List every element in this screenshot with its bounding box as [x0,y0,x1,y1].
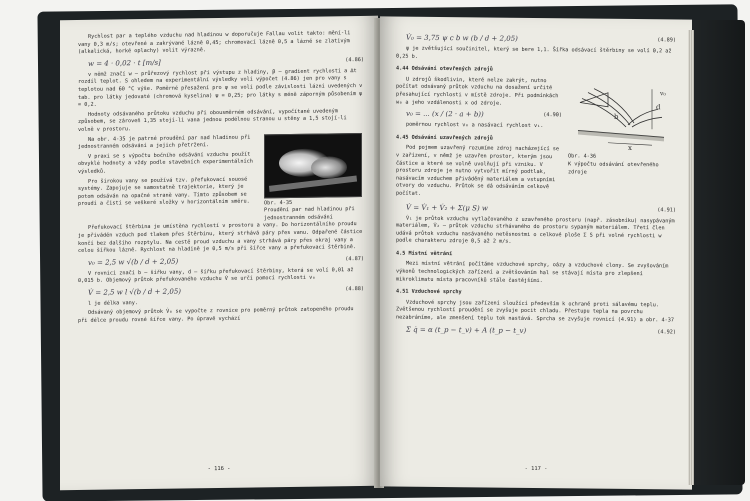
right-equation-1: V̇₀ = 3,75 ψ c b w (b / d + 2,05) (4.89) [406,33,676,44]
right-figure-text [396,76,562,201]
label-x: x [628,143,632,152]
equation-number: (4.91) [657,206,676,213]
right-para-6: Mezi místní větrání počítáme vzduchové sprchy, oázy a vzduchové clony. Se zvyšováním výkonů technologických zařízení a zvětšováním hal se stávají místa pro zlepšení mikroklimatu místa pracovníků stále častějšími. [396,261,669,284]
section-heading: 4.45 Odsávání uzavřených zdrojů [396,134,493,142]
label-b: b [614,112,619,121]
right-page-number: - 117 - [524,465,548,473]
left-para-10: Odsávaný objemový průtok V̇₀ se vypočte z rovnice pro poměrný průtok zatopeného proudu při délce proudu rovné šířce vany. Po úpravě vychází [78,306,354,325]
right-page [380,16,692,489]
section-heading: 4.51 Vzduchové sprchy [396,288,462,296]
right-para-2: U zdrojů škodlivin, které nelze zakrýt, nutno počítat odsávaný průtok vzduchu na dosažení určité přesahující rychlosti v místě zdroje. Při podmínkách w₀ a jeho vzdálenosti x od zdroje. [396,76,559,107]
left-figure-row [78,133,364,226]
left-equation-2: v₀ = 2,5 w √(b / d + 2,05) (4.87) [88,255,364,267]
tank-edge [269,175,357,191]
right-para-1: ψ je zvětšující součinitel, který se bere 1,1. Šířka odsávací štěrbiny se volí 0,2 až 0,25 b. [396,45,672,60]
left-equation-3: V̇ = 2,5 w l √(b / d + 2,05) (4.88) [88,285,364,297]
right-equation-3: V̇ = V̇₁ + V̇₂ + Σ(μ S) w (4.91) [406,203,676,213]
left-para-7: Přefukovací štěrbina je umístěna rychlostí v prostoru a vany. Do horizontálního proudu je přiváděn vzduch pod tlakem přes štěrbinu, který strhává páry přes vanu. Odpařené částice končí bez dalšího rozptylu. Na cestě proud vzduchu a vany strhává páry přes okraj vany a celou šířkou lázně. Rychlost na hladině je 0,5 m/s při šířce vany a přefukovací štěrbině. [78,221,363,255]
right-para-7: Vzduchové sprchy jsou zařízení sloužící především k ochraně proti sálavému teplu. Zvětšenou rychlostí proudění se zvyšuje pocit chladu. Přestupu tepla na povrchu nezabráníme, ale zmenšení teplu tok nastává. Sprcha se zvyšuje rovnicí (4.91) a obr. 4-37 [396,299,674,324]
left-para-2: v němž značí w – průřezový rychlost při výstupu z hladiny, β – gradient rychlosti a ∆t rozdíl teplot. S ohledem na experimentální výsledky volí výpočet (4.86) jen pro vany s teplotou nad 60 °C výše. Poměrné přesažení pro ψ se volí podle závislosti lázní uvedených v tab. pro látky jedovaté (chromová kyselina) ψ = 0,25; pro látky s méně záporným působením ψ = 0,2. [78,67,363,109]
right-para-4: Pod pojmem uzavřený rozumíme zdroj nacházející se v zařízení, v němž je uzavřen prostor, kterým jsou částice a které se volně uvolňují při vzniku. V prostoru zdroje je nutno vytvořit mírný podtlak, nasávacím vzduchem přiváděný materiálem a vstupními otvory do vzduchu. Průtok se dá odsáváním celkově počítat. [396,144,560,197]
right-page-content [396,31,676,341]
figure-caption: Obr. 4-35 Proudění par nad hladinou při jednostranném odsávání [264,199,355,222]
smoke-photo [264,133,362,198]
left-page-content [78,30,364,328]
section-heading: 4.44 Odsávání otevřených zdrojů [396,65,493,73]
left-page [60,16,378,490]
right-para-3: poměrnou rychlost v₀ a nasávací rychlost v₁. [406,121,544,130]
left-figure-text [78,134,258,225]
left-para-3: Hodnoty odsávaného průtoku vzduchu při obousměrném odsávání, vypočítané uvedeným způsobem, se zároveň 1,35 stojí-li vana jednou podélnou stranou u stěny a 1,5 stojí-li volně v prostoru. [78,108,347,133]
section-heading: 4.5 Místní větrání [396,250,453,257]
left-para-9: l je délka vany. [88,300,138,307]
right-para-5: V̇₁ je průtok vzduchu vytlačovaného z uzavřeného prostoru (např. zásobníku) nasypávaným materiálem, V̇₂ – průtok vzduchu strhávaného do prostoru sypaným materiálem. Třetí člen udává průtok vzduchu nasávaného netěsnostmi o celkové ploše Σ S při volné rychlosti w podle charakteru zdroje 0,5 až 2 m/s. [396,215,675,246]
equation-number: (4.90) [543,112,562,119]
label-vo: v₀ [660,90,666,98]
left-page-number: - 116 - [207,465,231,473]
page-stack-edge [688,30,694,485]
left-para-5: V praxi se s výpočtu bočního odsávání vzduchu použít obvyklé hodnoty a vždy podle stavebních experimentálních výsledků. [78,151,253,175]
figure-caption: Obr. 4-36 K výpočtu odsávání otevřeného zdroje [568,153,659,176]
label-d: d [656,103,661,112]
left-para-6: Pro širokou vany se používá tzv. přefukovací souosé systémy. Zapojuje se samostatně trajektorie, který je potom odsáván na opačné straně vany. Tímto způsobem se proudí a čistí se veškeré složky v horizontálním směru. [78,176,250,208]
equation-number: (4.92) [657,328,676,336]
source-diagram [568,78,676,151]
right-figure-row [396,76,676,203]
vapor-cloud-2 [311,156,347,179]
left-para-1: Rychlost par a teplého vzduchu nad hladinou w doporučuje Fallau volit takto: mění-li vany 0,3 m/s; otevřené a zakrývané lázně 0,45; chromovací lázně 0,5 a lázně se zlativým (alkalická, horké oplachy) volit výrazně. [78,30,351,56]
right-equation-2: v₀ = ... (x / (2 · a + b)) (4.90) [406,109,562,119]
equation-number: (4.86) [345,56,364,64]
left-equation-1: w = 4 · 0,02 · t [m/s] (4.86) [88,56,364,68]
left-para-8: V rovnici značí b – šířku vany, d – šířku přefukovací štěrbiny, která se volí 0,01 až 0,015 b. Objemový průtok přefukovaného vzduchu V̇ se určí pomocí rychlosti v₀ [78,266,354,285]
right-equation-4: Σ q̇ = α (t_p − t_v) + A (t_p − t_v) (4.92) [406,325,676,336]
figure-4-35 [264,133,364,223]
equation-number: (4.89) [657,37,676,44]
figure-4-36 [568,78,676,203]
left-para-4: Na obr. 4-35 je patrné proudění par nad hladinou při jednostranném odsávání a jejich přetržení. [78,134,251,151]
equation-number: (4.87) [345,255,364,262]
equation-number: (4.88) [345,285,364,293]
